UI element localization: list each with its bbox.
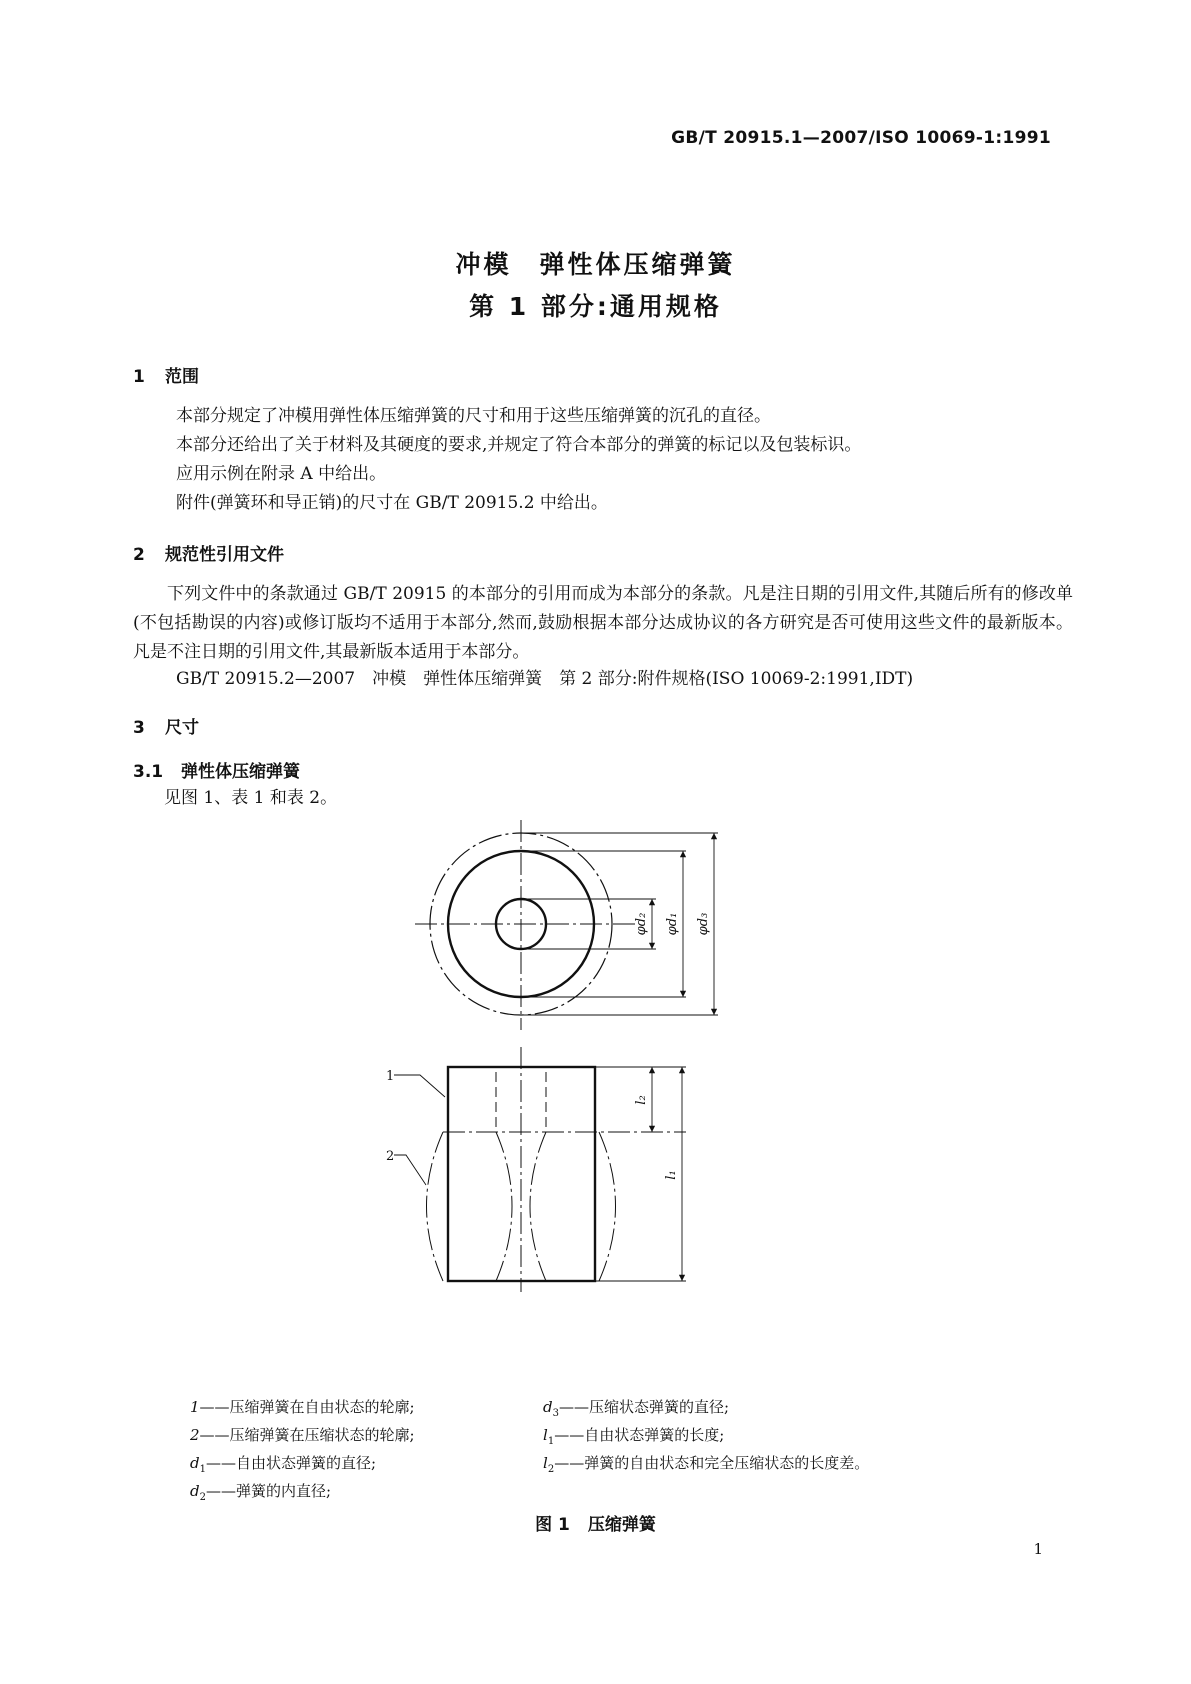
figure-reference-text: 见图 1、表 1 和表 2。 (164, 788, 338, 808)
legend-item: 1——压缩弹簧在自由状态的轮廓; (190, 1398, 415, 1416)
legend-item: $d_2——$弹簧的内直径; (190, 1482, 332, 1503)
compressed-bore-left (496, 1132, 512, 1281)
section-number: 3 (133, 718, 145, 738)
dim-label-d2: φd₂ (634, 912, 649, 936)
section-title: 规范性引用文件 (165, 545, 284, 565)
compressed-bore-right (530, 1132, 546, 1281)
legend-item: $d_3——$压缩状态弹簧的直径; (543, 1398, 730, 1419)
standard-code: GB/T 20915.1—2007/ISO 10069-1:1991 (671, 128, 1051, 148)
document-title: 冲模 弹性体压缩弹簧 (455, 250, 736, 279)
document-subtitle: 第 1 部分:通用规格 (469, 292, 722, 321)
section-number: 1 (133, 367, 145, 387)
dim-label-d1: φd₁ (665, 912, 680, 936)
scope-paragraph-3: 应用示例在附录 A 中给出。 (176, 464, 387, 484)
reference-entry: GB/T 20915.2—2007 冲模 弹性体压缩弹簧 第 2 部分:附件规格(ISO 10069-2:1991,IDT) (176, 669, 914, 689)
figure-caption (0, 1510, 1191, 1535)
legend-item: $l_1——$自由状态弹簧的长度; (543, 1426, 725, 1447)
references-paragraph: 下列文件中的条款通过 GB/T 20915 的本部分的引用而成为本部分的条款。凡是注日期的引用文件,其随后所有的修改单(不包括勘误的内容)或修订版均不适用于本部分,然而,鼓励根据本部分达成协议的各方研究是否可使用这些文件的最新版本。凡是不注日期的引用文件,其最新版本适用于本部分。 (133, 584, 1073, 662)
side-view (394, 1047, 686, 1292)
section-number: 2 (133, 545, 145, 565)
callout-2: 2 (386, 1149, 395, 1164)
dim-label-d3: φd₃ (696, 912, 711, 936)
section-title: 尺寸 (165, 718, 199, 738)
section-title: 范围 (165, 367, 199, 387)
page-number: 1 (1033, 1540, 1043, 1558)
compressed-outline-right (599, 1132, 616, 1281)
scope-paragraph-4: 附件(弹簧环和导正销)的尺寸在 GB/T 20915.2 中给出。 (176, 493, 608, 513)
leader-line-1 (394, 1075, 445, 1097)
compressed-outline-left (427, 1132, 444, 1281)
dim-label-l1: l₁ (664, 1170, 679, 1180)
figure-title: 压缩弹簧 (587, 1515, 656, 1535)
scope-paragraph-2: 本部分还给出了关于材料及其硬度的要求,并规定了符合本部分的弹簧的标记以及包装标识。 (176, 435, 862, 455)
dim-label-l2: l₂ (634, 1095, 649, 1105)
legend-item: $l_2——$弹簧的自由状态和完全压缩状态的长度差。 (543, 1454, 870, 1475)
legend-item: 2——压缩弹簧在压缩状态的轮廓; (190, 1426, 415, 1444)
leader-line-2 (394, 1155, 426, 1185)
legend-item: $d_1——$自由状态弹簧的直径; (190, 1454, 377, 1475)
scope-paragraph-1: 本部分规定了冲模用弹性体压缩弹簧的尺寸和用于这些压缩弹簧的沉孔的直径。 (176, 406, 771, 426)
section-title: 弹性体压缩弹簧 (181, 762, 300, 782)
callout-1: 1 (386, 1069, 395, 1084)
section-number: 3.1 (133, 762, 164, 782)
figure-number: 图 1 (535, 1515, 570, 1535)
